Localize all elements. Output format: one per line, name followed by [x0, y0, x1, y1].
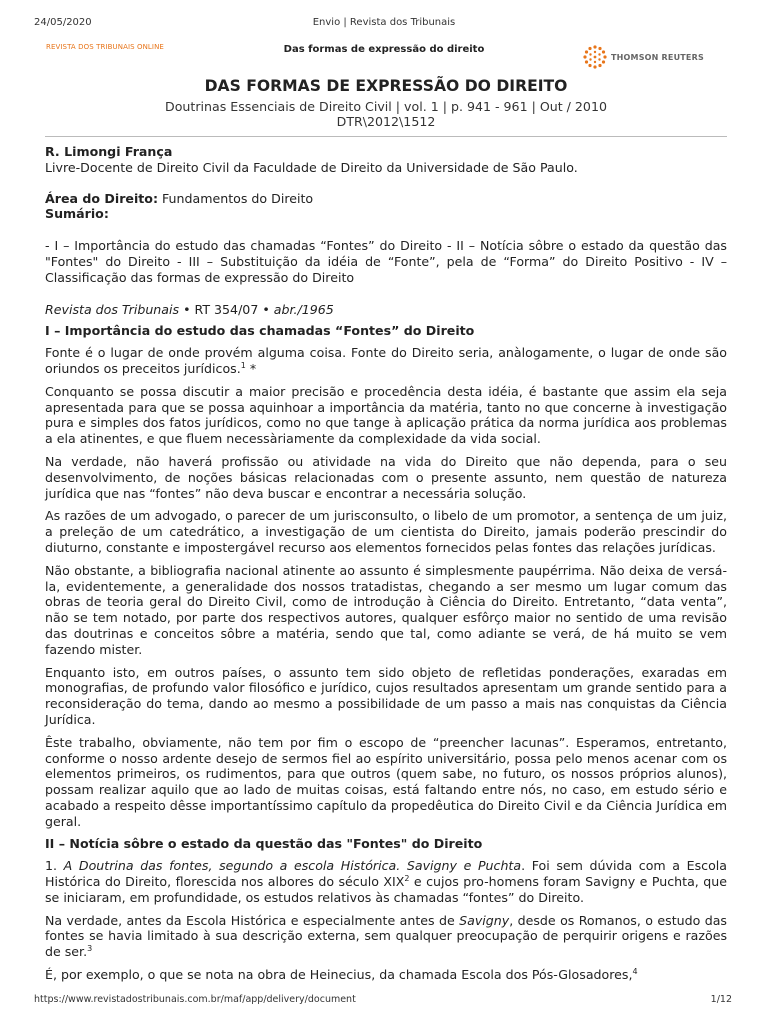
paragraph: Conquanto se possa discutir a maior precisão e procedência desta idéia, é bastante que assim ela seja apresentada para que se possa aquinhoar a importância da matéria, tanto no que concerne à investigação pura e simples dos fatos jurídicos, como no que tange à aplicação prática da norma jurídica aos problemas a ela atinentes, e que fluem necessàriamente da complexidade da vida social. — [45, 383, 727, 447]
citation-mid: • RT 354/07 • — [179, 301, 274, 317]
revista-logo: REVISTA DOS TRIBUNAIS ONLINE — [46, 43, 164, 51]
paragraph-text: A Doutrina das fontes, segundo a escola Histórica. Savigny e Puchta — [63, 858, 522, 874]
footnote-ref-3[interactable]: 3 — [87, 944, 93, 954]
section-2-heading: II – Notícia sôbre o estado da questão das "Fontes" do Direito — [45, 836, 483, 852]
paragraph-text: Fonte é o lugar de onde provém alguma coisa. Fonte do Direito seria, anàlogamente, o lugar de onde são oriundos os preceitos jurídicos. — [45, 345, 727, 376]
page-number: 1/12 — [710, 994, 732, 1005]
summary-label: Sumário: — [45, 206, 109, 222]
paragraph: Não obstante, a bibliografia nacional atinente ao assunto é simplesmente paupérrima. Não deixa de versá-la, evidentemente, a generalidade dos nossos tratadistas, chegando a ser mesmo um lugar comum das obras de teoria geral do Direito Civil, como de introdução à Ciência do Direito. Entretanto, “data venta”, não se tem notado, por parte dos respectivos autores, qualquer esfôrço maior no sentido de uma revisão das doutrinas e conceitos sôbre a matéria, sendo que tal, como adiante se verá, de há muito se vem fazendo mister. — [45, 562, 727, 657]
paragraph-text: , desde os Romanos, o estudo das fontes se havia limitado à sua descrição externa, sem qualquer preocupação de perquirir origens e razões de ser. — [45, 912, 727, 960]
paragraph: Êste trabalho, obviamente, não tem por fim o escopo de “preencher lacunas”. Esperamos, entretanto, conforme o nosso ardente desejo de sermos fiel ao espírito universitário, possa pelo menos acenar com os elementos primeiros, os rudimentos, para que outros (quem sabe, no futuro, os nossos próprios alunos), possam realizar aquilo que ao lado de muitas coisas, está faltando entre nós, no caso, em estudo sério e acabado a respeito dêsse importantíssimo capítulo da propedêutica do Direito Civil e da Ciência Jurídica em geral. — [45, 734, 727, 829]
paragraph-text: 1. — [45, 858, 64, 874]
paragraph-text: Na verdade, antes da Escola Histórica e especialmente antes de — [45, 912, 460, 928]
paragraph: As razões de um advogado, o parecer de um jurisconsulto, o libelo de um promotor, a sentença de um juiz, a preleção de um catedrático, a investigação de um cientista do Direito, jamais poderão prescindir do diuturno, constante e impostergável recurso aos elementos fornecidos pelas fontes das relações jurídicas. — [45, 508, 727, 555]
paragraph: Na verdade, não haverá profissão ou atividade na vida do Direito que não dependa, para o seu desenvolvimento, de noções básicas relacionadas com o presente assunto, nem questão de natureza jurídica que nas “fontes” não deva buscar e encontrar a necessária solução. — [45, 453, 727, 501]
paragraph — [45, 858, 727, 905]
footnote-ref-4[interactable]: 4 — [632, 967, 638, 977]
paragraph-text: e cujos pro-homens foram Savigny e Puchta, que se iniciaram, em profundidade, os estudos relativos às chamadas “fontes” do Direito. — [45, 874, 728, 905]
paragraph-text: Savigny — [459, 912, 510, 928]
paragraph-text: É, por exemplo, o que se nota na obra de Heinecius, da chamada Escola dos Pós-Glosadores, — [45, 967, 633, 983]
citation-date: abr./1965 — [273, 301, 334, 317]
article — [45, 76, 727, 990]
print-url: https://www.revistadostribunais.com.br/maf/app/delivery/document — [34, 994, 356, 1005]
area-value: Fundamentos do Direito — [157, 190, 314, 206]
paragraph-text: * — [245, 360, 257, 376]
summary-text: - I – Importância do estudo das chamadas “Fontes” do Direito - II – Notícia sôbre o estado da questão das "Fontes" do Direito - III – Substituição da idéia de “Fonte”, pela de “Forma” do Direito Positivo - IV – Classificação das formas de expressão do Direito — [45, 238, 727, 285]
article-subtitle: Doutrinas Essenciais de Direito Civil | vol. 1 | p. 941 - 961 | Out / 2010 — [165, 99, 607, 114]
divider — [45, 136, 727, 137]
footnote-ref-1[interactable]: 1 — [240, 360, 246, 370]
paragraph: Enquanto isto, em outros países, o assunto tem sido objeto de refletidas ponderações, exaradas em monografias, de profundo valor filosófico e jurídico, cujos resultados apresentam um grande sentido para a reconsideração do tema, dando ao mesmo a possibilidade de um passo a mais nas conquistas da Ciência Jurídica. — [45, 664, 727, 727]
thomson-reuters-text: THOMSON REUTERS — [611, 52, 704, 62]
citation-source: Revista dos Tribunais — [45, 301, 180, 317]
thomson-reuters-icon — [582, 44, 608, 70]
author-name: R. Limongi França — [45, 144, 173, 159]
paragraph — [45, 913, 727, 960]
citation — [45, 302, 727, 318]
document-header: Das formas de expressão do direito — [283, 44, 485, 55]
article-title: DAS FORMAS DE EXPRESSÃO DO DIREITO — [204, 77, 568, 95]
author-description: Livre-Docente de Direito Civil da Faculdade de Direito da Universidade de São Paulo. — [45, 159, 578, 175]
paragraph-text: . Foi sem dúvida com a Escola Histórica do Direito, florescida nos albores do século XIX — [45, 858, 727, 890]
paragraph — [45, 967, 727, 983]
area-label: Área do Direito: — [45, 190, 158, 206]
print-title: Envio | Revista dos Tribunais — [312, 17, 456, 28]
print-date: 24/05/2020 — [34, 17, 92, 28]
article-reference: DTR\2012\1512 — [336, 114, 436, 129]
paragraph — [45, 345, 727, 377]
thomson-reuters-logo — [582, 44, 704, 70]
section-1-heading: I – Importância do estudo das chamadas “Fontes” do Direito — [45, 323, 475, 339]
footnote-ref-2[interactable]: 2 — [404, 874, 410, 884]
area-line — [45, 191, 727, 207]
